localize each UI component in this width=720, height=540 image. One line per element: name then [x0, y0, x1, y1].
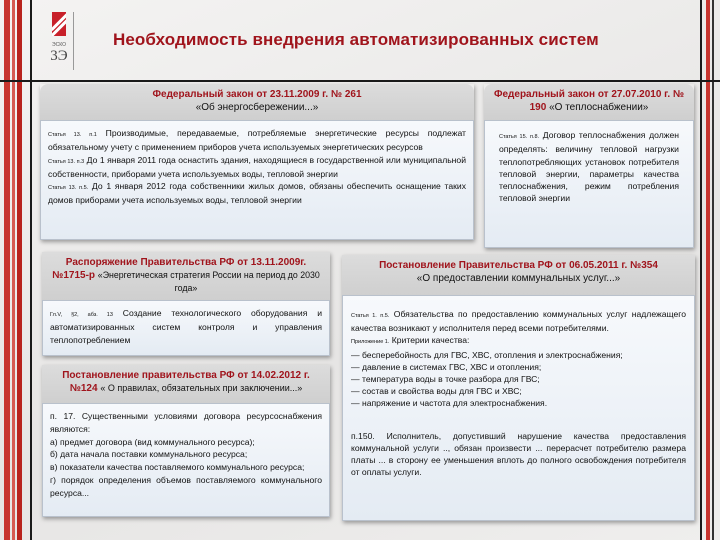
article-text: Критерии качества:: [391, 335, 470, 346]
clause-line: в) показатели качества поставляемого коммунального ресурса;: [50, 462, 305, 473]
clause-line: г) порядок определения объемов поставляемого коммунального ресурса...: [50, 474, 322, 498]
card-subtitle: «Энергетическая стратегия России на период до 2030 года»: [97, 270, 320, 293]
card-title: Федеральный закон от 27.07.2010 г. № 190: [493, 89, 685, 113]
logo: [48, 12, 74, 70]
law-190-card: [484, 84, 694, 248]
article-text: Производимые, передаваемые, потребляемые энергетические ресурсы подлежат обязательному учету с применением приборов учета используемых энергетических ресурсов: [48, 128, 466, 153]
article-ref: Статья 13. п.3: [48, 158, 85, 165]
logo-text: 3Э: [50, 48, 68, 64]
card-header: [484, 84, 694, 120]
article-ref: Статья 1. п.5.: [351, 313, 390, 319]
article-text: До 1 января 2011 года оснастить здания, находящиеся в государственной или муниципальной собственности, приборами учета используемых воды, тепловой энергии: [48, 154, 467, 179]
decree-354-card: [342, 255, 695, 521]
frame-line: [0, 80, 720, 82]
criterion-item: — состав и свойства воды для ГВС и ХВС;: [351, 386, 522, 397]
law-261-card: [40, 84, 474, 240]
clause-line: п. 17. Существенными условиями договора ресурсоснабжения являются:: [50, 411, 322, 434]
page-title: Необходимость внедрения автоматизированных систем: [113, 30, 599, 49]
card-header: [40, 84, 474, 120]
article-ref: Гл.V, §2, абз. 13: [50, 312, 113, 318]
article-ref: Статья 13. п.5.: [48, 185, 89, 192]
card-title: Распоряжение Правительства РФ от 13.11.2009г. №1715-р: [52, 257, 307, 281]
clause-line: а) предмет договора (вид коммунального ресурса);: [50, 436, 255, 447]
criterion-item: — напряжение и частота для электроснабжения.: [351, 398, 548, 409]
card-header: [342, 255, 695, 295]
card-subtitle: «Об энергосбережении...»: [195, 102, 319, 113]
clause-150: п.150. Исполнитель, допустивший нарушение качества предоставления коммунальной услуги .., обязан произвести ... перерасчет потребителю размера платы ... в сторону ее уменьшения вплоть до полного освобождения потребителя от оплаты услуги.: [351, 430, 686, 478]
article-ref: Статья 15. п.8.: [499, 134, 540, 140]
card-subtitle: «О теплоснабжении»: [549, 102, 649, 113]
article-ref: Статья 13. п.1: [48, 132, 97, 138]
logo-text: ЭСКО: [52, 42, 66, 48]
card-subtitle: « О правилах, обязательных при заключении...»: [100, 383, 303, 393]
article-text: Договор теплоснабжения должен определять: величину тепловой нагрузки теплопотребляющих установок потребителя тепловой энергии, параметры качества теплоснабжения, режим потребления тепловой энергии: [499, 130, 680, 204]
card-title: Федеральный закон от 23.11.2009 г. № 261: [152, 89, 362, 100]
card-body: [42, 403, 330, 517]
criterion-item: — давление в системах ГВС, ХВС и отопления;: [351, 361, 542, 372]
decree-124-card: [42, 365, 330, 517]
article-item: [48, 180, 466, 207]
card-header: [42, 365, 330, 403]
card-body: [342, 295, 695, 521]
criterion-item: — температура воды в точке разбора для ГВС;: [351, 374, 540, 385]
card-header: [42, 252, 330, 300]
order-1715-card: [42, 252, 330, 356]
article-text: Создание технологического оборудования и автоматизированных систем контроля и управления теплопотреблением: [50, 308, 322, 345]
card-body: [40, 120, 474, 240]
logo-mark-icon: [52, 12, 66, 36]
card-body: [42, 300, 330, 356]
article-item: [48, 154, 466, 181]
criterion-item: — бесперебойность для ГВС, ХВС, отопления и электроснабжения;: [351, 349, 623, 360]
card-title: Постановление Правительства РФ от 06.05.2011 г. №354: [379, 260, 658, 271]
article-text: Обязательства по предоставлению коммунальных услуг надлежащего качества возникают у исполнителя перед всеми потребителями.: [351, 309, 687, 334]
article-item: [48, 127, 466, 154]
card-title: Постановление правительства РФ от 14.02.2012 г. №124: [62, 370, 310, 394]
article-text: До 1 января 2012 года собственники жилых домов, обязаны обеспечить оснащение таких домов приборами учета используемых воды, тепловой энергии: [48, 181, 466, 206]
card-body: [484, 120, 694, 248]
article-ref: Приложение 1.: [351, 339, 390, 346]
card-subtitle: «О предоставлении коммунальных услуг...»: [416, 273, 621, 284]
clause-line: б) дата начала поставки коммунального ресурса;: [50, 449, 248, 460]
